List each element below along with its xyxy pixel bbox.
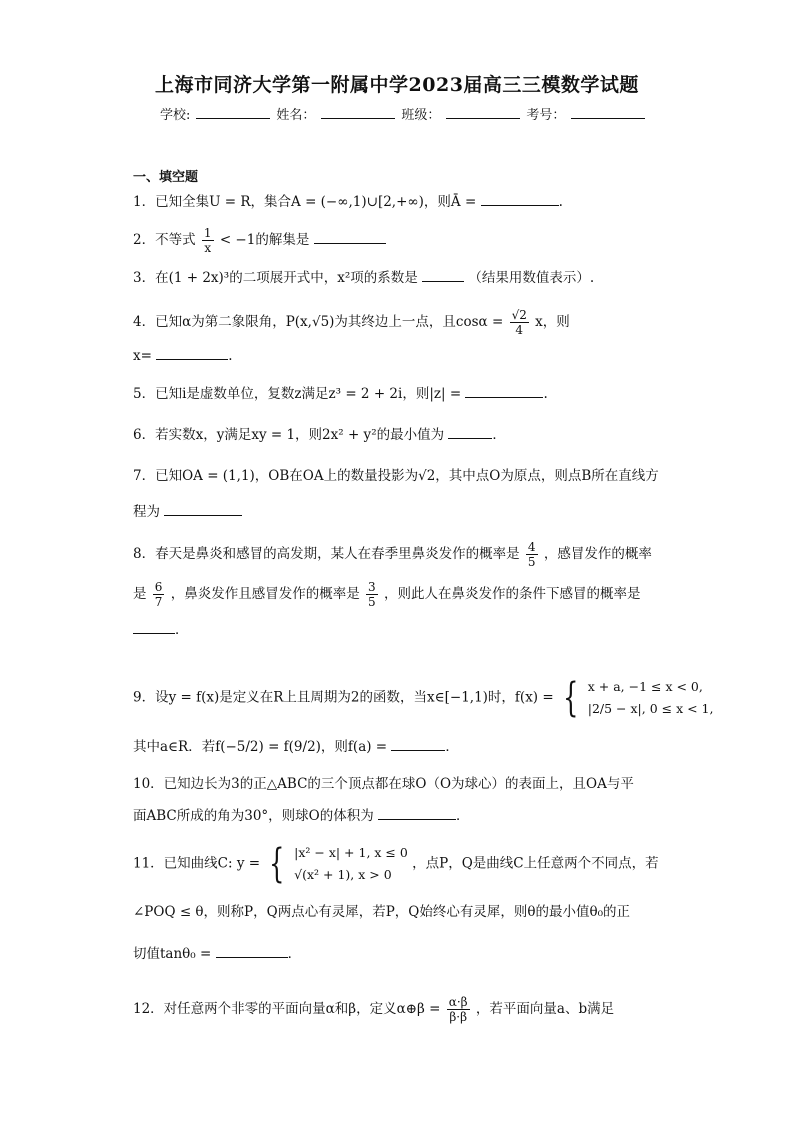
question-9-text-a: 9．设y = f(x)是定义在R上且周期为2的函数，当x∈[−1,1)时，f(x) =	[133, 689, 554, 706]
question-1-text: 1．已知全集U = R，集合A = (−∞,1)∪[2,+∞)，则Ā =	[133, 194, 477, 210]
question-2	[133, 226, 386, 255]
question-3-note: （结果用数值表示）.	[468, 270, 595, 286]
question-12-text-a: 12．对任意两个非零的平面向量α和β，定义α⊕β =	[133, 1001, 441, 1017]
exam-number-label: 考号：	[526, 108, 566, 123]
question-12-text-b: ，若平面向量a、b满足	[475, 1001, 615, 1017]
question-3	[133, 268, 594, 288]
question-11	[133, 842, 659, 886]
question-4-text-a: 4．已知α为第二象限角，P(x,√5)为其终边上一点，且cosα =	[133, 314, 504, 330]
question-11-line-3: 切值tanθ₀ = ．	[133, 946, 302, 962]
name-label: 姓名：	[276, 108, 316, 123]
question-9	[133, 676, 713, 720]
answer-blank-5[interactable]	[465, 385, 543, 398]
name-field[interactable]	[321, 104, 395, 119]
question-12	[133, 995, 614, 1024]
school-field[interactable]	[196, 104, 270, 119]
question-3-text: 3．在(1 + 2x)³的二项展开式中，x²项的系数是	[133, 270, 418, 286]
question-4-text-b: x，则	[535, 314, 570, 330]
answer-blank-7[interactable]	[164, 503, 242, 516]
question-8-line-2	[133, 580, 640, 609]
question-11-text-a: 11．已知曲线C: y =	[133, 855, 261, 872]
piecewise-function-9: x + a, −1 ≤ x < 0, |2/5 − x|, 0 ≤ x < 1,	[587, 679, 714, 716]
question-11-text-c: ∠POQ ≤ θ，则称P，Q两点心有灵犀，若P，Q始终心有灵犀，则θ的最小值θ₀的正	[133, 904, 631, 920]
answer-blank-9[interactable]	[391, 738, 445, 751]
piecewise-brace-11: {	[269, 841, 285, 887]
class-label: 班级：	[401, 108, 441, 123]
fraction-6-7: $\frac{6}{7}$	[154, 580, 163, 609]
question-7	[133, 466, 659, 486]
piecewise-function-11: |x² − x| + 1, x ≤ 0 √(x² + 1), x > 0	[294, 845, 408, 882]
question-8	[133, 540, 652, 569]
exam-title: 上海市同济大学第一附属中学2023届高三三模数学试题	[155, 74, 639, 96]
fraction-sqrt2-over-4: $\frac{√2}{4}$	[511, 308, 527, 337]
question-8-line-3: ．	[133, 620, 189, 640]
answer-blank-2[interactable]	[314, 231, 386, 244]
question-4-line-2: x= .	[133, 348, 233, 364]
question-11-text-d: 切值tanθ₀ =	[133, 946, 212, 962]
question-2-text-a: 2．不等式	[133, 232, 196, 248]
question-6: 6．若实数x，y满足xy = 1，则2x² + y²的最小值为 ．	[133, 427, 506, 443]
piecewise-brace: {	[563, 675, 579, 721]
fraction-vector-definition: $\frac{\alpha\cdot\beta}{\beta\cdot\beta}$	[448, 995, 468, 1024]
question-8-text-d: ，鼻炎发作且感冒发作的概率是	[170, 586, 360, 602]
answer-blank-3[interactable]	[422, 269, 464, 282]
question-7-text-b: 程为	[133, 504, 160, 520]
fraction-3-5: $\frac{3}{5}$	[368, 580, 376, 609]
student-info-row	[160, 104, 647, 123]
question-10-text-b: 面ABC所成的角为30°，则球O的体积为	[133, 808, 374, 824]
section-title: 一、填空题	[133, 170, 199, 185]
exam-number-field[interactable]	[571, 104, 645, 119]
fraction-4-5: $\frac{4}{5}$	[527, 540, 536, 569]
question-8-text-a: 8．春天是鼻炎和感冒的高发期，某人在春季里鼻炎发作的概率是	[133, 546, 520, 562]
question-9-text-b: 其中a∈R．若f(−5/2) = f(9/2)，则f(a) =	[133, 739, 388, 755]
class-field[interactable]	[446, 104, 520, 119]
question-6-text: 6．若实数x，y满足xy = 1，则2x² + y²的最小值为	[133, 427, 445, 443]
question-8-text-e: ，则此人在鼻炎发作的条件下感冒的概率是	[383, 586, 641, 602]
question-7-line-2	[133, 502, 242, 522]
question-9-line-2: 其中a∈R．若f(−5/2) = f(9/2)，则f(a) = ．	[133, 739, 459, 755]
answer-blank-4[interactable]	[156, 347, 228, 360]
question-10-line-2: 面ABC所成的角为30°，则球O的体积为 ．	[133, 808, 470, 824]
question-2-text-b: < −1的解集是	[219, 232, 310, 248]
question-11-line-2	[133, 902, 630, 922]
question-11-text-b: ，点P，Q是曲线C上任意两个不同点，若	[412, 855, 659, 872]
question-8-text-b: ，感冒发作的概率	[543, 546, 652, 562]
answer-blank-10[interactable]	[378, 807, 456, 820]
question-5: 5．已知i是虚数单位，复数z满足z³ = 2 + 2i，则|z| = .	[133, 386, 548, 402]
question-4	[133, 308, 570, 337]
question-10	[133, 774, 634, 794]
question-8-text-c: 是	[133, 586, 147, 602]
question-1: 1．已知全集U = R，集合A = (−∞,1)∪[2,+∞)，则Ā = .	[133, 194, 563, 210]
answer-blank-1[interactable]	[481, 193, 559, 206]
school-label: 学校:	[160, 108, 191, 123]
question-5-text: 5．已知i是虚数单位，复数z满足z³ = 2 + 2i，则|z| =	[133, 386, 462, 402]
fraction-1-over-x: $\frac{1}{x}$	[203, 226, 212, 255]
answer-blank-8[interactable]	[133, 621, 175, 634]
answer-blank-11[interactable]	[216, 945, 288, 958]
question-7-text-a: 7．已知OA = (1,1)，OB在OA上的数量投影为√2，其中点O为原点，则点B所在直线方	[133, 468, 659, 484]
question-10-text-a: 10．已知边长为3的正△ABC的三个顶点都在球O（O为球心）的表面上，且OA与平	[133, 776, 634, 792]
question-4-text-c: x=	[133, 348, 152, 364]
answer-blank-6[interactable]	[448, 426, 492, 439]
